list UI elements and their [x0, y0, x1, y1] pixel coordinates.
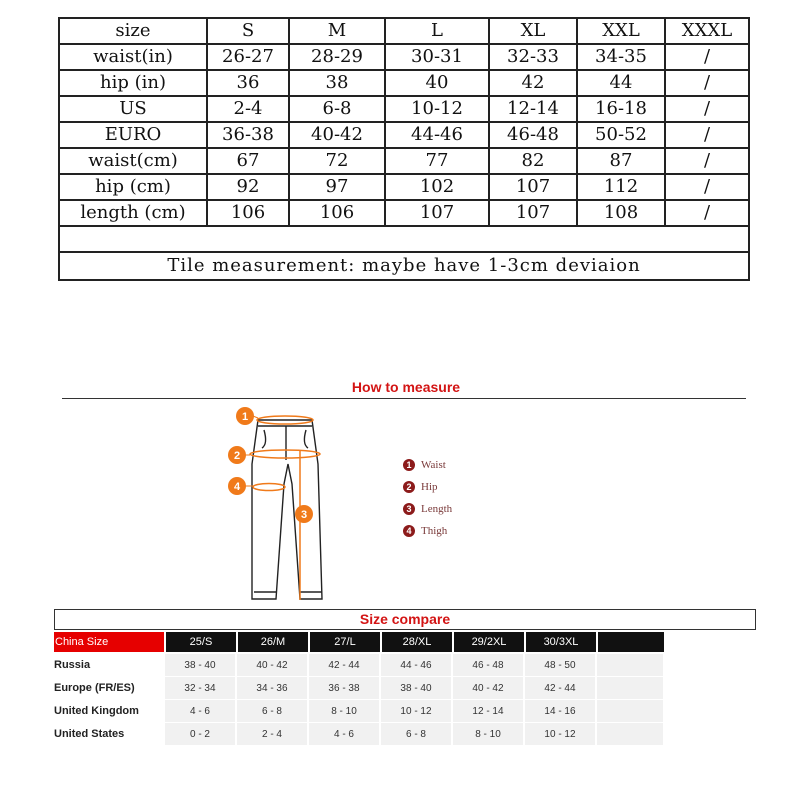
table-cell: /: [665, 148, 749, 174]
legend-item-length: [403, 498, 452, 520]
row-label: waist(in): [59, 44, 207, 70]
compare-cell-empty: [597, 700, 663, 722]
compare-cell: 44 - 46: [381, 654, 451, 676]
compare-cell: 40 - 42: [453, 677, 523, 699]
table-cell: 107: [489, 200, 577, 226]
size-compare-rows: [54, 654, 665, 746]
size-row-waist-cm: [59, 148, 749, 174]
size-row-euro: [59, 122, 749, 148]
legend-label: Length: [421, 503, 453, 515]
size-header-cell: M: [289, 18, 385, 44]
compare-cell-empty: [597, 723, 663, 745]
compare-cell: 6 - 8: [381, 723, 451, 745]
blank-cell: [59, 226, 749, 252]
compare-cell: 40 - 42: [237, 654, 307, 676]
size-header-cell: XXXL: [665, 18, 749, 44]
table-cell: /: [665, 122, 749, 148]
compare-cell: 48 - 50: [525, 654, 595, 676]
table-cell: 42: [489, 70, 577, 96]
size-header-cell: XL: [489, 18, 577, 44]
table-cell: 26-27: [207, 44, 289, 70]
table-cell: /: [665, 96, 749, 122]
compare-row-label: United States: [54, 723, 164, 745]
empty-column-header: [598, 632, 664, 652]
marker-1-label: 1: [241, 411, 249, 423]
size-row-hip-cm: [59, 174, 749, 200]
measurement-note-row: [59, 252, 749, 280]
table-cell: 30-31: [385, 44, 489, 70]
size-header-row: [59, 18, 749, 44]
table-cell: 12-14: [489, 96, 577, 122]
table-cell: 16-18: [577, 96, 665, 122]
compare-cell: 38 - 40: [165, 654, 235, 676]
compare-cell: 2 - 4: [237, 723, 307, 745]
table-cell: 40: [385, 70, 489, 96]
section-divider: [62, 398, 746, 399]
table-cell: 107: [489, 174, 577, 200]
legend-number-icon: 4: [403, 525, 415, 537]
compare-cell: 34 - 36: [237, 677, 307, 699]
row-label: length (cm): [59, 200, 207, 226]
compare-row-label: United Kingdom: [54, 700, 164, 722]
table-cell: 82: [489, 148, 577, 174]
size-row-us: [59, 96, 749, 122]
compare-cell: 38 - 40: [381, 677, 451, 699]
table-cell: 106: [289, 200, 385, 226]
table-cell: 40-42: [289, 122, 385, 148]
compare-cell: 46 - 48: [453, 654, 523, 676]
size-column-header: 30/3XL: [526, 632, 596, 652]
row-label: EURO: [59, 122, 207, 148]
measure-legend: [403, 454, 452, 542]
table-cell: /: [665, 174, 749, 200]
table-cell: 108: [577, 200, 665, 226]
size-chart-table: [58, 17, 750, 281]
table-cell: 32-33: [489, 44, 577, 70]
size-column-header: 25/S: [166, 632, 236, 652]
legend-number-icon: 2: [403, 481, 415, 493]
china-size-header: China Size: [54, 632, 164, 652]
compare-cell: 42 - 44: [309, 654, 379, 676]
size-row-length-cm: [59, 200, 749, 226]
size-column-header: 26/M: [238, 632, 308, 652]
hip-measure-line: [250, 450, 320, 458]
size-column-header: 28/XL: [382, 632, 452, 652]
marker-4-label: 4: [233, 481, 241, 493]
compare-row-europe: [54, 677, 665, 699]
table-cell: 87: [577, 148, 665, 174]
table-cell: 72: [289, 148, 385, 174]
compare-cell: 4 - 6: [165, 700, 235, 722]
table-cell: 44: [577, 70, 665, 96]
legend-item-hip: [403, 476, 452, 498]
table-cell: 34-35: [577, 44, 665, 70]
legend-label: Hip: [421, 481, 438, 493]
compare-row-label: Russia: [54, 654, 164, 676]
size-row-hip-in: [59, 70, 749, 96]
marker-1-icon: [236, 407, 254, 425]
compare-cell: 8 - 10: [453, 723, 523, 745]
compare-cell: 12 - 14: [453, 700, 523, 722]
table-cell: 67: [207, 148, 289, 174]
compare-cell: 0 - 2: [165, 723, 235, 745]
row-label: hip (cm): [59, 174, 207, 200]
measurement-note: Tile measurement: maybe have 1-3cm deviaion: [59, 252, 749, 280]
table-cell: 102: [385, 174, 489, 200]
table-cell: 6-8: [289, 96, 385, 122]
size-column-header: 27/L: [310, 632, 380, 652]
table-cell: 44-46: [385, 122, 489, 148]
compare-cell: 6 - 8: [237, 700, 307, 722]
marker-3-icon: [295, 505, 313, 523]
table-cell: /: [665, 200, 749, 226]
table-cell: 36-38: [207, 122, 289, 148]
compare-row-label: Europe (FR/ES): [54, 677, 164, 699]
compare-cell: 10 - 12: [525, 723, 595, 745]
legend-number-icon: 1: [403, 459, 415, 471]
pants-diagram: [226, 404, 326, 604]
marker-2-label: 2: [233, 450, 241, 462]
table-cell: 28-29: [289, 44, 385, 70]
how-to-measure-title: How to measure: [351, 379, 461, 395]
size-header-cell: XXL: [577, 18, 665, 44]
size-compare-title: Size compare: [359, 611, 451, 627]
marker-3-label: 3: [300, 509, 308, 521]
legend-item-thigh: [403, 520, 452, 542]
compare-cell: 32 - 34: [165, 677, 235, 699]
compare-cell-empty: [597, 654, 663, 676]
compare-cell: 36 - 38: [309, 677, 379, 699]
table-cell: 46-48: [489, 122, 577, 148]
table-cell: 10-12: [385, 96, 489, 122]
legend-label: Thigh: [421, 525, 448, 537]
table-cell: 38: [289, 70, 385, 96]
compare-cell: 8 - 10: [309, 700, 379, 722]
table-cell: 77: [385, 148, 489, 174]
table-cell: 92: [207, 174, 289, 200]
legend-label: Waist: [421, 459, 446, 471]
legend-item-waist: [403, 454, 452, 476]
size-header-cell: L: [385, 18, 489, 44]
table-cell: /: [665, 44, 749, 70]
size-column-header: 29/2XL: [454, 632, 524, 652]
table-cell: /: [665, 70, 749, 96]
compare-cell-empty: [597, 677, 663, 699]
compare-row-us: [54, 723, 665, 745]
compare-cell: 42 - 44: [525, 677, 595, 699]
size-header-label: size: [59, 18, 207, 44]
marker-4-icon: [228, 477, 246, 495]
table-cell: 97: [289, 174, 385, 200]
table-cell: 112: [577, 174, 665, 200]
legend-number-icon: 3: [403, 503, 415, 515]
blank-row: [59, 226, 749, 252]
table-cell: 36: [207, 70, 289, 96]
compare-cell: 4 - 6: [309, 723, 379, 745]
row-label: US: [59, 96, 207, 122]
compare-cell: 10 - 12: [381, 700, 451, 722]
size-row-waist-in: [59, 44, 749, 70]
row-label: hip (in): [59, 70, 207, 96]
compare-row-uk: [54, 700, 665, 722]
compare-row-russia: [54, 654, 665, 676]
size-header-cell: S: [207, 18, 289, 44]
row-label: waist(cm): [59, 148, 207, 174]
table-cell: 50-52: [577, 122, 665, 148]
table-cell: 106: [207, 200, 289, 226]
table-cell: 2-4: [207, 96, 289, 122]
marker-2-icon: [228, 446, 246, 464]
table-cell: 107: [385, 200, 489, 226]
compare-cell: 14 - 16: [525, 700, 595, 722]
thigh-measure-line: [253, 484, 285, 491]
size-compare-header: [54, 632, 666, 652]
